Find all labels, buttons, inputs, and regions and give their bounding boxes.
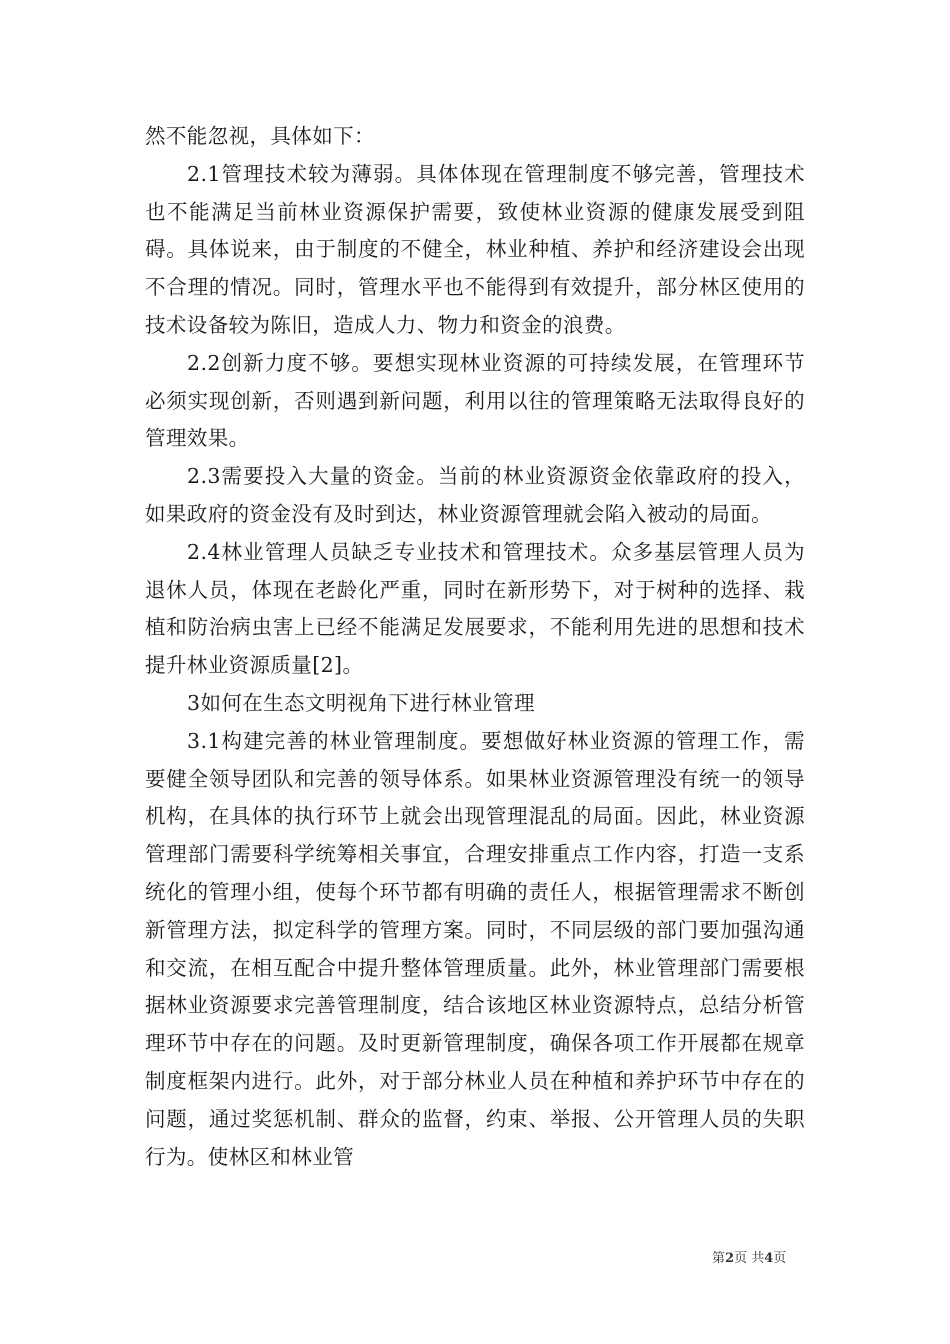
paragraph-2-3: 2.3需要投入大量的资金。当前的林业资源资金依靠政府的投入，如果政府的资金没有及时到达，林业资源管理就会陷入被动的局面。	[145, 464, 805, 526]
footer-current-page: 2	[725, 1251, 735, 1266]
page-footer	[712, 1247, 832, 1266]
document-body	[145, 118, 805, 1176]
paragraph-continuation: 然不能忽视，具体如下：	[145, 124, 375, 148]
paragraph-3-1: 3.1构建完善的林业管理制度。要想做好林业资源的管理工作，需要健全领导团队和完善的领导体系。如果林业资源管理没有统一的领导机构，在具体的执行环节上就会出现管理混乱的局面。因此，林业资源管理部门需要科学统筹相关事宜，合理安排重点工作内容，打造一支系统化的管理小组，使每个环节都有明确的责任人，根据管理需求不断创新管理方法，拟定科学的管理方案。同时，不同层级的部门要加强沟通和交流，在相互配合中提升整体管理质量。此外，林业管理部门需要根据林业资源要求完善管理制度，结合该地区林业资源特点，总结分析管理环节中存在的问题。及时更新管理制度，确保各项工作开展都在规章制度框架内进行。此外，对于部分林业人员在种植和养护环节中存在的问题，通过奖惩机制、群众的监督，约束、举报、公开管理人员的失职行为。使林区和林业管	[145, 728, 805, 1169]
paragraph-2-1: 2.1管理技术较为薄弱。具体体现在管理制度不够完善，管理技术也不能满足当前林业资源保护需要，致使林业资源的健康发展受到阻碍。具体说来，由于制度的不健全，林业种植、养护和经济建设会出现不合理的情况。同时，管理水平也不能得到有效提升，部分林区使用的技术设备较为陈旧，造成人力、物力和资金的浪费。	[145, 161, 805, 337]
footer-prefix: 第	[712, 1251, 726, 1266]
section-heading-3: 3如何在生态文明视角下进行林业管理	[187, 690, 535, 715]
footer-middle: 页 共	[734, 1251, 765, 1266]
paragraph-2-4: 2.4林业管理人员缺乏专业技术和管理技术。众多基层管理人员为退休人员，体现在老龄化严重，同时在新形势下，对于树种的选择、栽植和防治病虫害上已经不能满足发展要求，不能利用先进的思想和技术提升林业资源质量[2]。	[145, 539, 805, 678]
footer-total-pages: 4	[764, 1251, 774, 1266]
footer-suffix: 页	[773, 1251, 787, 1266]
paragraph-2-2: 2.2创新力度不够。要想实现林业资源的可持续发展，在管理环节必须实现创新，否则遇到新问题，利用以往的管理策略无法取得良好的管理效果。	[145, 350, 805, 451]
